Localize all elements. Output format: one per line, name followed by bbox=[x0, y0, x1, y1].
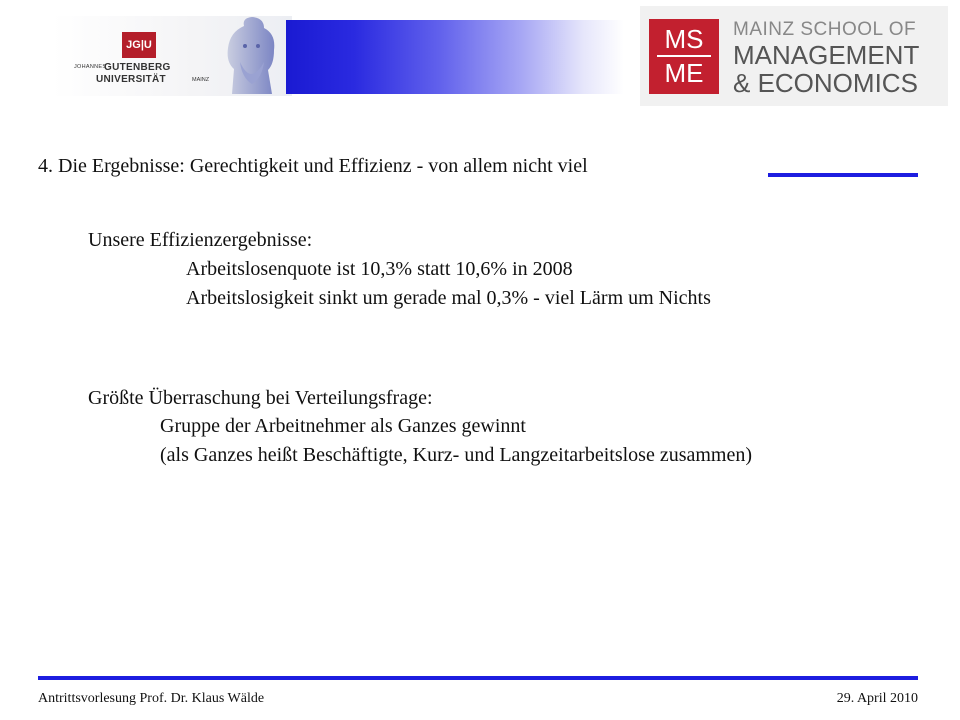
distribution-point-2: (als Ganzes heißt Beschäftigte, Kurz- und Langzeitarbeitslose zusammen) bbox=[160, 444, 753, 466]
distribution-point-1: Gruppe der Arbeitnehmer als Ganzes gewinnt bbox=[160, 415, 526, 437]
gutenberg-portrait-icon bbox=[212, 14, 290, 94]
jgu-logo-johannes: JOHANNES bbox=[74, 64, 107, 70]
title-underline bbox=[768, 173, 918, 177]
msme-line-2: MANAGEMENT bbox=[733, 40, 920, 70]
msme-badge-me: ME bbox=[664, 58, 704, 88]
jgu-logo-mainz: MAINZ bbox=[192, 77, 210, 83]
jgu-logo-universitaet: UNIVERSITÄT bbox=[96, 74, 166, 85]
msme-badge-divider bbox=[657, 55, 711, 57]
jgu-logo-gutenberg: GUTENBERG bbox=[104, 62, 171, 73]
msme-badge-ms: MS bbox=[664, 24, 704, 54]
efficiency-heading: Unsere Effizienzergebnisse: bbox=[88, 229, 313, 251]
msme-line-3: & ECONOMICS bbox=[733, 68, 918, 98]
jgu-badge: JG|U bbox=[122, 32, 156, 58]
footer-divider bbox=[38, 676, 918, 680]
footer-lecture: Antrittsvorlesung Prof. Dr. Klaus Wälde bbox=[38, 691, 265, 706]
slide-title: 4. Die Ergebnisse: Gerechtigkeit und Effizienz - von allem nicht viel bbox=[38, 155, 588, 177]
footer-date: 29. April 2010 bbox=[836, 691, 918, 706]
slide-header bbox=[0, 0, 960, 110]
msme-line-1: MAINZ SCHOOL OF bbox=[733, 19, 917, 40]
header-gradient-band bbox=[286, 20, 624, 94]
distribution-heading: Größte Überraschung bei Verteilungsfrage: bbox=[88, 387, 433, 409]
msme-wordmark bbox=[733, 20, 919, 96]
efficiency-point-1: Arbeitslosenquote ist 10,3% statt 10,6% in 2008 bbox=[186, 258, 573, 280]
msme-badge bbox=[649, 19, 719, 94]
efficiency-point-2: Arbeitslosigkeit sinkt um gerade mal 0,3% - viel Lärm um Nichts bbox=[186, 287, 711, 309]
